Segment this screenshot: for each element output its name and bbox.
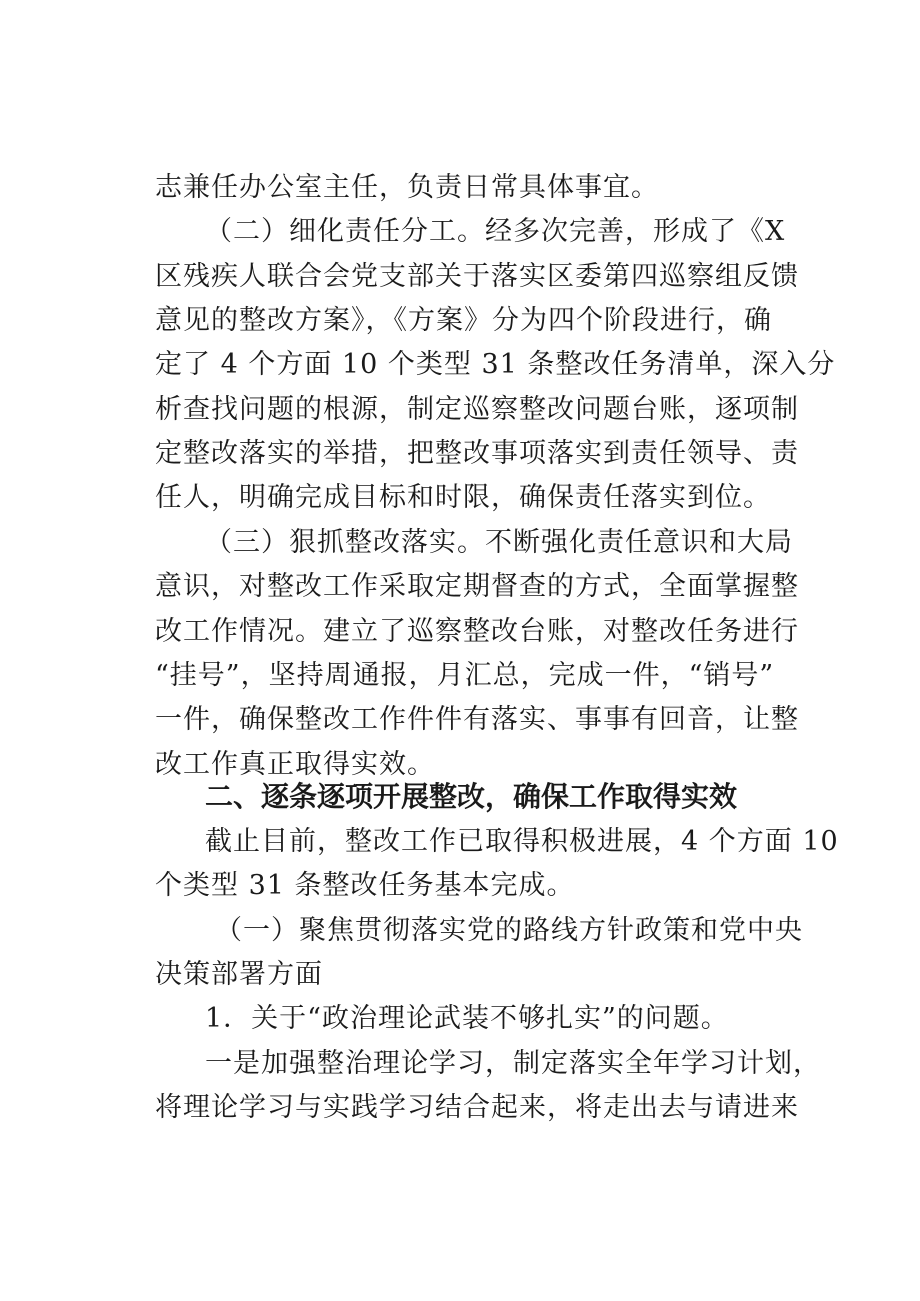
paragraph-line: 定整改落实的举措，把整改事项落实到责任领导、责: [155, 438, 799, 469]
paragraph-line: 个类型 31 条整改任务基本完成。: [155, 870, 575, 901]
paragraph-line: 决策部署方面: [155, 959, 323, 990]
paragraph-line: 意见的整改方案》，《方案》分为四个阶段进行，确: [155, 305, 772, 336]
paragraph-line: 截止目前，整改工作已取得积极进展，4 个方面 10: [205, 826, 839, 857]
section-title-line: （二）细化责任分工。经多次完善，形成了《X: [205, 216, 786, 247]
paragraph-line: 一件，确保整改工作件件有落实、事事有回音，让整: [155, 704, 799, 735]
paragraph-line: 一是加强整治理论学习，制定落实全年学习计划，: [205, 1048, 821, 1079]
section-title-line: （三）狠抓整改落实。不断强化责任意识和大局: [205, 527, 793, 558]
paragraph-line: 区残疾人联合会党支部关于落实区委第四巡察组反馈: [155, 261, 799, 292]
paragraph-line: 任人，明确完成目标和时限，确保责任落实到位。: [155, 482, 771, 513]
chapter-heading: 二、逐条逐项开展整改，确保工作取得实效: [205, 780, 738, 813]
paragraph-line: 意识，对整改工作采取定期督查的方式，全面掌握整: [155, 571, 799, 602]
section-title-line: （一）聚焦贯彻落实党的路线方针政策和党中央: [215, 915, 803, 946]
paragraph-line: “挂号”，坚持周通报，月汇总，完成一件，“销号”: [155, 660, 775, 691]
paragraph-line: 志兼任办公室主任，负责日常具体事宜。: [155, 172, 659, 203]
paragraph-line: 定了 4 个方面 10 个类型 31 条整改任务清单，深入分: [155, 349, 836, 380]
paragraph-line: 将理论学习与实践学习结合起来，将走出去与请进来: [155, 1092, 799, 1123]
paragraph-line: 改工作真正取得实效。: [155, 749, 435, 780]
paragraph-line: 改工作情况。建立了巡察整改台账，对整改任务进行: [155, 616, 799, 647]
item-title-line: 1．关于“政治理论武装不够扎实”的问题。: [205, 1003, 729, 1034]
paragraph-line: 析查找问题的根源，制定巡察整改问题台账，逐项制: [155, 394, 799, 425]
